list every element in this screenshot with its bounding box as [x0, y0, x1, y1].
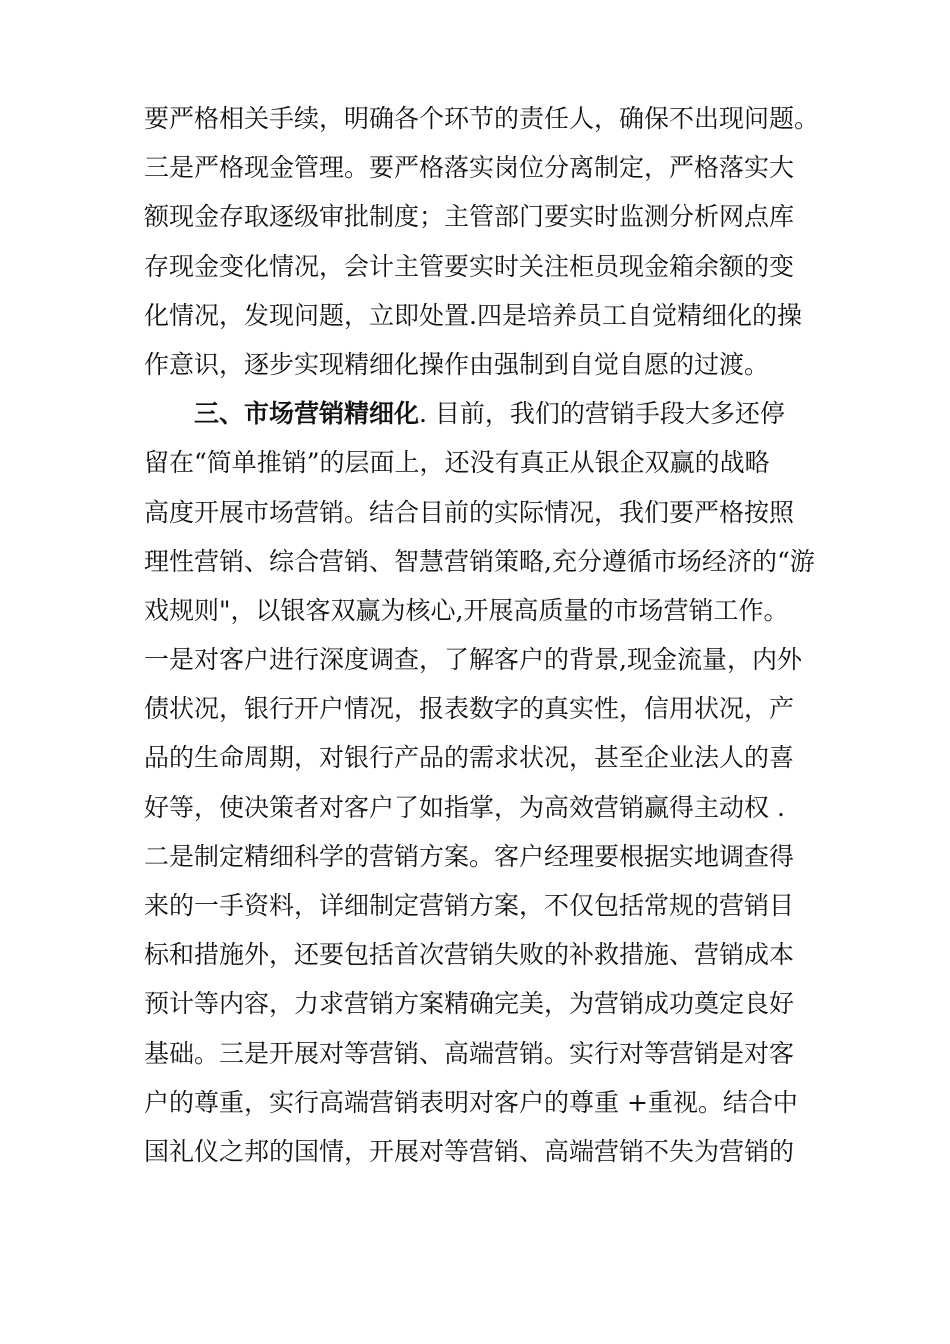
paragraph-line: 留在“简单推销”的层面上，还没有真正从银企双赢的战略 — [144, 448, 770, 478]
section-heading: 三、市场营销精细化 — [194, 399, 420, 429]
paragraph-line: 户的尊重，实行高端营销表明对客户的尊重 +重视。结合中 — [144, 1087, 798, 1117]
paragraph-line: 国礼仪之邦的国情，开展对等营销、高端营销不失为营销的 — [144, 1136, 795, 1166]
paragraph-line: 二是制定精细科学的营销方案。客户经理要根据实地调查得 — [144, 841, 795, 871]
paragraph-line: 要严格相关手续，明确各个环节的责任人，确保不出现问题。 — [144, 104, 820, 133]
paragraph-line: 作意识，逐步实现精细化操作由强制到自觉自愿的过渡。 — [144, 349, 770, 379]
paragraph-line: 额现金存取逐级审批制度；主管部门要实时监测分析网点库 — [144, 202, 795, 232]
body-text — [144, 94, 820, 1176]
paragraph-line: 预计等内容，力求营销方案精确完美，为营销成功奠定良好 — [144, 989, 795, 1019]
section-heading-line — [144, 389, 814, 438]
paragraph-line: 理性营销、综合营销、智慧营销策略,充分遵循市场经济的“游 — [144, 546, 815, 576]
paragraph-line: 基础。三是开展对等营销、高端营销。实行对等营销是对客 — [144, 1038, 795, 1068]
paragraph-line: 来的一手资料，详细制定营销方案，不仅包括常规的营销目 — [144, 891, 795, 920]
paragraph-line: 存现金变化情况，会计主管要实时关注柜员现金箱余额的变 — [144, 251, 795, 281]
paragraph-line: 三是严格现金管理。要严格落实岗位分离制定，严格落实大 — [144, 153, 795, 183]
paragraph-line: 标和措施外，还要包括首次营销失败的补救措施、营销成本 — [144, 940, 795, 970]
paragraph-line: 戏规则"，以银客双赢为核心,开展高质量的市场营销工作。 — [144, 595, 789, 625]
section-heading-tail: . 目前，我们的营销手段大多还停 — [419, 399, 785, 429]
paragraph-line: 品的生命周期，对银行产品的需求状况，甚至企业法人的喜 — [144, 743, 795, 773]
paragraph-line: 债状况，银行开户情况，报表数字的真实性，信用状况，产 — [144, 694, 795, 724]
paragraph-line: 化情况，发现问题，立即处置.四是培养员工自觉精细化的操 — [144, 300, 802, 330]
paragraph-line: 一是对客户进行深度调查，了解客户的背景,现金流量，内外 — [144, 645, 802, 675]
paragraph-line: 高度开展市场营销。结合目前的实际情况，我们要严格按照 — [144, 497, 795, 527]
paragraph-line: 好等，使决策者对客户了如指掌，为高效营销赢得主动权 . — [144, 792, 785, 822]
